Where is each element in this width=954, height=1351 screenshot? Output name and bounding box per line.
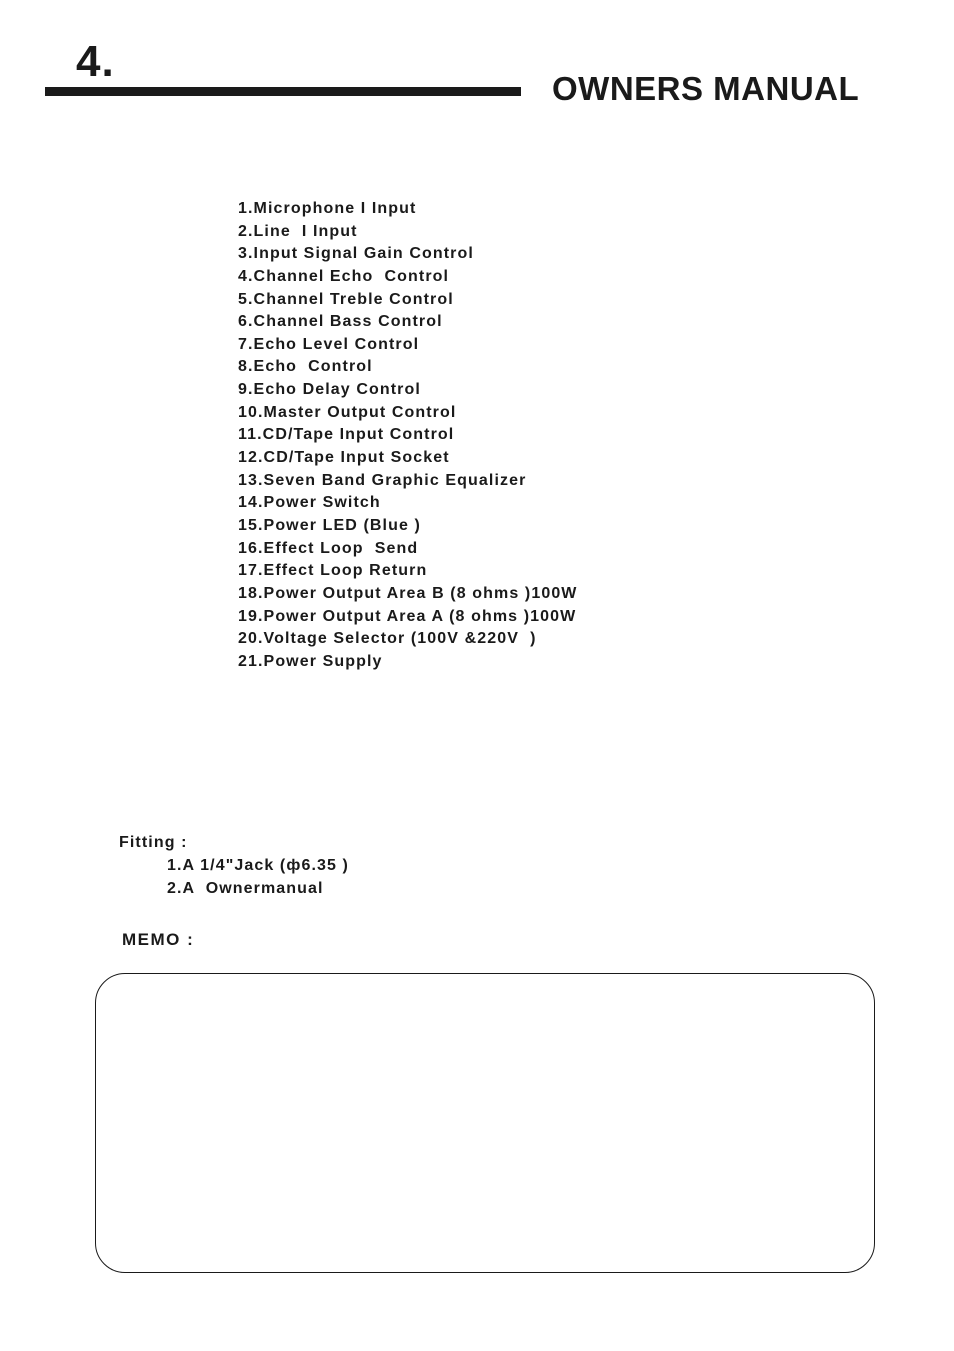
list-item: 19.Power Output Area A (8 ohms )100W [238, 607, 577, 625]
list-item: 20.Voltage Selector (100V &220V ) [238, 630, 537, 648]
list-item: 4.Channel Echo Control [238, 267, 450, 285]
list-item: 6.Channel Bass Control [238, 313, 443, 331]
list-item: 9.Echo Delay Control [238, 381, 421, 399]
list-item: 13.Seven Band Graphic Equalizer [238, 471, 527, 489]
list-item: 7.Echo Level Control [238, 335, 420, 353]
list-item: 2.A Ownermanual [167, 879, 324, 897]
fitting-label: Fitting : [119, 834, 188, 851]
fitting-list [167, 855, 349, 900]
list-item: 5.Channel Treble Control [238, 290, 454, 308]
list-item: 12.CD/Tape Input Socket [238, 449, 450, 467]
page-number: 4. [76, 37, 115, 86]
list-item: 8.Echo Control [238, 358, 373, 376]
list-item: 21.Power Supply [238, 652, 383, 670]
page-title: OWNERS MANUAL [552, 70, 860, 107]
list-item: 1.Microphone I Input [238, 200, 417, 217]
memo-label: MEMO : [122, 930, 195, 949]
list-item: 11.CD/Tape Input Control [238, 426, 455, 444]
list-item: 3.Input Signal Gain Control [238, 245, 474, 263]
parts-list [238, 198, 578, 673]
list-item: 14.Power Switch [238, 494, 381, 512]
memo-box [95, 973, 875, 1273]
list-item: 16.Effect Loop Send [238, 539, 419, 557]
list-item: 1.A 1/4"Jack (ф6.35 ) [167, 857, 349, 874]
header-rule [45, 87, 521, 96]
list-item: 18.Power Output Area B (8 ohms )100W [238, 584, 578, 602]
list-item: 17.Effect Loop Return [238, 562, 428, 580]
list-item: 10.Master Output Control [238, 403, 457, 421]
list-item: 15.Power LED (Blue ) [238, 516, 421, 534]
list-item: 2.Line I Input [238, 222, 358, 240]
